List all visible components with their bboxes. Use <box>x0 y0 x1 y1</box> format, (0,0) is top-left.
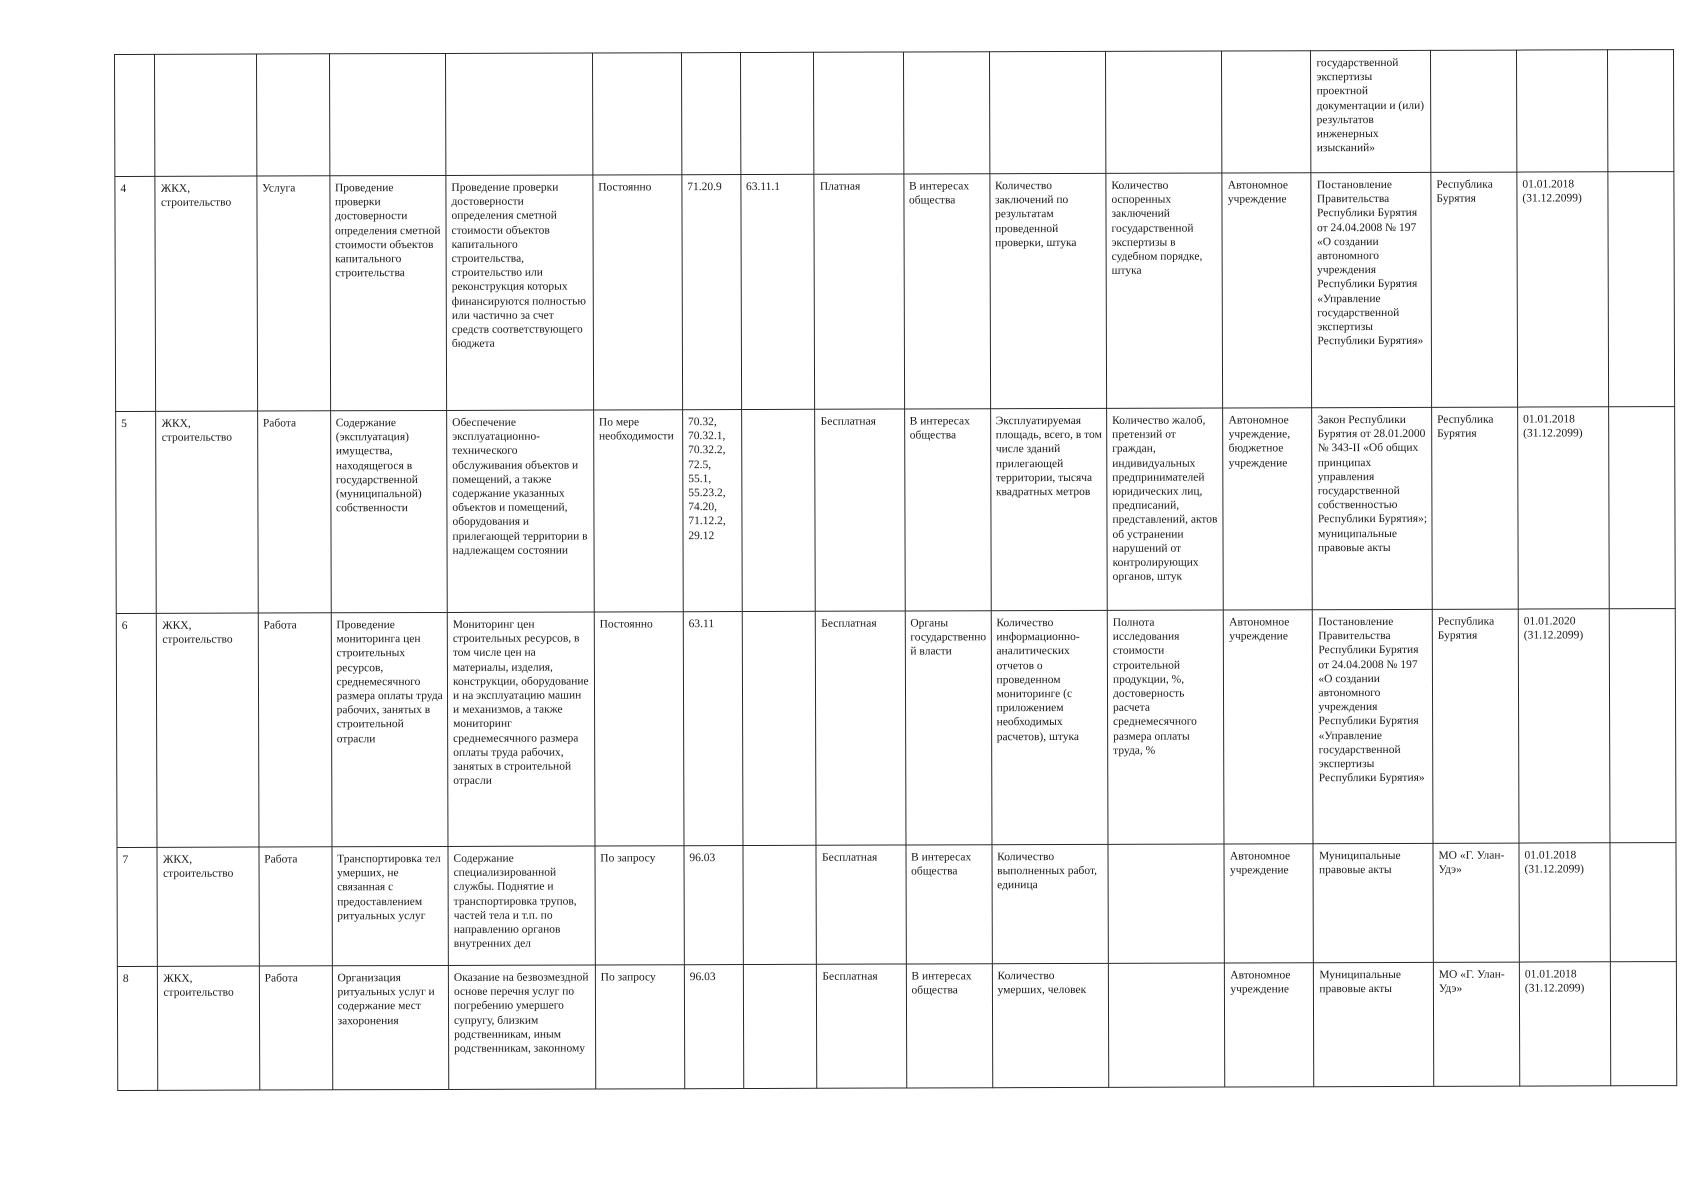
cell-type: Работа <box>258 613 332 847</box>
cell-frequency: Постоянно <box>594 612 684 846</box>
cell-legal-basis: Муниципальные правовые акты <box>1313 843 1433 962</box>
cell-interest: В интересах общества <box>904 409 991 611</box>
table-row <box>117 962 1676 1091</box>
cell-type: Работа <box>259 847 332 966</box>
cell-okved <box>681 53 740 175</box>
cell-content: Оказание на безвозмездной основе перечня услуг по погребению умершего супругу, близким родственникам, иным родственникам, законному <box>448 965 595 1089</box>
cell-indicator-quality: Количество жалоб, претензий от граждан, индивидуальных предпринимателей юридических лиц, предписаний, представлений, актов об устранении нарушений от контролирующих органов, штук <box>1107 408 1224 610</box>
cell-sphere: ЖКХ, строительство <box>158 966 260 1090</box>
cell-number: 7 <box>117 847 158 966</box>
cell-institution: Автономное учреждение, бюджетное учреждение <box>1223 408 1313 610</box>
cell-frequency: По мере необходимости <box>593 410 683 612</box>
cell-indicator-volume: Количество выполненных работ, единица <box>992 844 1109 963</box>
cell-dates: 01.01.2018 (31.12.2099) <box>1519 843 1610 962</box>
cell-interest: В интересах общества <box>903 174 990 409</box>
cell-okved-2 <box>743 964 817 1088</box>
cell-institution: Автономное учреждение <box>1224 844 1313 963</box>
cell-legal-basis: Муниципальные правовые акты <box>1314 962 1434 1086</box>
cell-sphere: ЖКХ, строительство <box>156 411 258 613</box>
cell-number: 6 <box>116 613 157 847</box>
cell-indicator-quality <box>1105 51 1222 173</box>
table-row <box>115 172 1675 412</box>
table-row <box>117 843 1676 967</box>
cell-legal-basis: Постановление Правительства Республики Бурятия от 24.04.2008 № 197 «О создании автономного учреждения Республики Бурятия «Управление государственной экспертизы Республики Бурятия» <box>1313 609 1433 843</box>
table-row <box>116 609 1676 848</box>
cell-okved: 96.03 <box>684 846 743 965</box>
cell-frequency: Постоянно <box>593 175 683 410</box>
cell-content: Мониторинг цен строительных ресурсов, в том числе цен на материалы, изделия, конструкции, оборудование и на эксплуатацию машин и механизмов, а также мониторинг среднемесячного размера оплаты труда рабочих, занятых в строительной отрасли <box>447 612 595 846</box>
cell-content: Обеспечение эксплуатационно-технического обслуживания объектов и помещений, а также содержание указанных объектов и помещений, оборудования и прилегающей территории в надлежащем состоянии <box>447 410 594 612</box>
cell-owner <box>1430 50 1516 172</box>
cell-frequency: По запросу <box>595 846 684 965</box>
cell-interest <box>903 52 989 174</box>
cell-extra <box>1610 843 1676 962</box>
cell-legal-basis: Постановление Правительства Республики Бурятия от 24.04.2008 № 197 «О создании автономного учреждения Республики Бурятия «Управление государственной экспертизы Республики Бурятия» <box>1311 172 1431 407</box>
cell-okved-2 <box>743 845 817 964</box>
cell-payment: Платная <box>814 174 904 409</box>
cell-okved: 70.32, 70.32.1, 70.32.2, 72.5, 55.1, 55.23.2, 74.20, 71.12.2, 29.12 <box>682 410 741 612</box>
cell-indicator-volume <box>989 51 1106 173</box>
cell-okved: 71.20.9 <box>682 175 741 410</box>
services-registry-table <box>114 49 1677 1091</box>
cell-name: Транспортировка тел умерших, не связанная с предоставлением ритуальных услуг <box>332 846 449 965</box>
cell-dates: 01.01.2018 (31.12.2099) <box>1517 172 1609 407</box>
cell-indicator-quality <box>1108 844 1225 963</box>
cell-content: Содержание специализированной службы. Поднятие и транспортировка трупов, частей тела и т.п. по направлению органов внутренних дел <box>448 846 595 965</box>
cell-okved: 96.03 <box>684 965 743 1089</box>
cell-institution: Автономное учреждение <box>1225 963 1314 1087</box>
cell-indicator-volume: Количество информационно-аналитических отчетов о проведенном мониторинге (с приложением необходимых расчетов), штука <box>991 610 1108 844</box>
cell-institution: Автономное учреждение <box>1222 173 1312 408</box>
cell-indicator-quality <box>1108 963 1225 1087</box>
cell-okved-2 <box>740 52 814 174</box>
cell-name: Проведение мониторинга цен строительных ресурсов, среднемесячного размера оплаты труда рабочих, занятых в строительной отрасли <box>331 612 448 846</box>
cell-type <box>256 54 329 176</box>
table-row <box>114 50 1673 177</box>
cell-dates <box>1516 50 1607 172</box>
cell-owner: МО «Г. Улан-Удэ» <box>1433 843 1519 962</box>
cell-indicator-volume: Количество заключений по результатам проведенной проверки, штука <box>989 173 1106 408</box>
cell-okved-2 <box>742 611 817 845</box>
cell-interest: В интересах общества <box>906 964 992 1088</box>
cell-name: Организация ритуальных услуг и содержание мест захоронения <box>332 965 449 1089</box>
cell-institution: Автономное учреждение <box>1224 610 1314 844</box>
cell-sphere: ЖКХ, строительство <box>157 847 259 966</box>
cell-number <box>114 54 155 176</box>
cell-owner: Республика Бурятия <box>1431 172 1518 407</box>
cell-name: Содержание (эксплуатация) имущества, находящегося в государственной (муниципальной) собственности <box>330 410 447 612</box>
cell-extra <box>1608 172 1675 407</box>
cell-number: 8 <box>117 966 158 1090</box>
cell-frequency <box>592 53 681 175</box>
cell-indicator-volume: Количество умерших, человек <box>992 963 1109 1087</box>
cell-extra <box>1608 50 1674 172</box>
cell-interest: В интересах общества <box>906 845 992 964</box>
cell-indicator-quality: Полнота исследования стоимости строительной продукции, %, достоверность расчета среднемесячного размера оплаты труда, % <box>1107 610 1224 844</box>
cell-payment: Бесплатная <box>816 845 905 964</box>
cell-frequency: По запросу <box>595 965 684 1089</box>
cell-owner: МО «Г. Улан-Удэ» <box>1433 962 1519 1086</box>
cell-indicator-quality: Количество оспоренных заключений государственной экспертизы в судебном порядке, штука <box>1106 173 1223 408</box>
cell-payment: Бесплатная <box>815 409 905 611</box>
cell-type: Работа <box>259 966 332 1090</box>
cell-sphere: ЖКХ, строительство <box>155 176 257 411</box>
cell-sphere: ЖКХ, строительство <box>157 613 259 847</box>
cell-content <box>445 53 592 175</box>
cell-name: Проведение проверки достоверности определения сметной стоимости объектов капитального строительства <box>329 175 446 410</box>
cell-extra <box>1609 407 1676 609</box>
cell-number: 5 <box>116 411 157 613</box>
cell-name <box>329 53 446 175</box>
cell-payment: Бесплатная <box>817 964 906 1088</box>
cell-type: Работа <box>257 411 331 613</box>
cell-indicator-volume: Эксплуатируемая площадь, всего, в том числе зданий прилегающей территории, тысяча квадратных метров <box>990 408 1107 610</box>
cell-payment: Бесплатная <box>816 611 906 845</box>
cell-legal-basis: государственной экспертизы проектной документации и (или) результатов инженерных изысканий» <box>1311 50 1431 172</box>
cell-number: 4 <box>115 176 156 411</box>
cell-dates: 01.01.2018 (31.12.2099) <box>1518 407 1610 609</box>
cell-type: Услуга <box>257 176 331 411</box>
cell-okved: 63.11 <box>683 612 742 846</box>
table-row <box>116 407 1676 614</box>
cell-content: Проведение проверки достоверности определения сметной стоимости объектов капитального строительства, строительство или реконструкция которых финансируются полностью или частично за счет средств соответствующего бюджета <box>446 175 594 410</box>
cell-extra <box>1609 609 1676 843</box>
cell-interest: Органы государственной власти <box>905 611 992 845</box>
cell-legal-basis: Закон Республики Бурятия от 28.01.2000 № 343-II «Об общих принципах управления государственной собственностью Республики Бурятия»; муниципальные правовые акты <box>1312 407 1432 609</box>
cell-sphere <box>155 54 257 176</box>
cell-dates: 01.01.2018 (31.12.2099) <box>1519 962 1610 1086</box>
cell-payment <box>814 52 903 174</box>
cell-okved-2 <box>741 409 816 611</box>
cell-extra <box>1610 962 1676 1086</box>
cell-owner: Республика Бурятия <box>1432 407 1519 609</box>
cell-dates: 01.01.2020 (31.12.2099) <box>1518 609 1610 843</box>
cell-owner: Республика Бурятия <box>1432 609 1519 843</box>
cell-institution <box>1222 51 1311 173</box>
cell-okved-2: 63.11.1 <box>740 174 815 409</box>
